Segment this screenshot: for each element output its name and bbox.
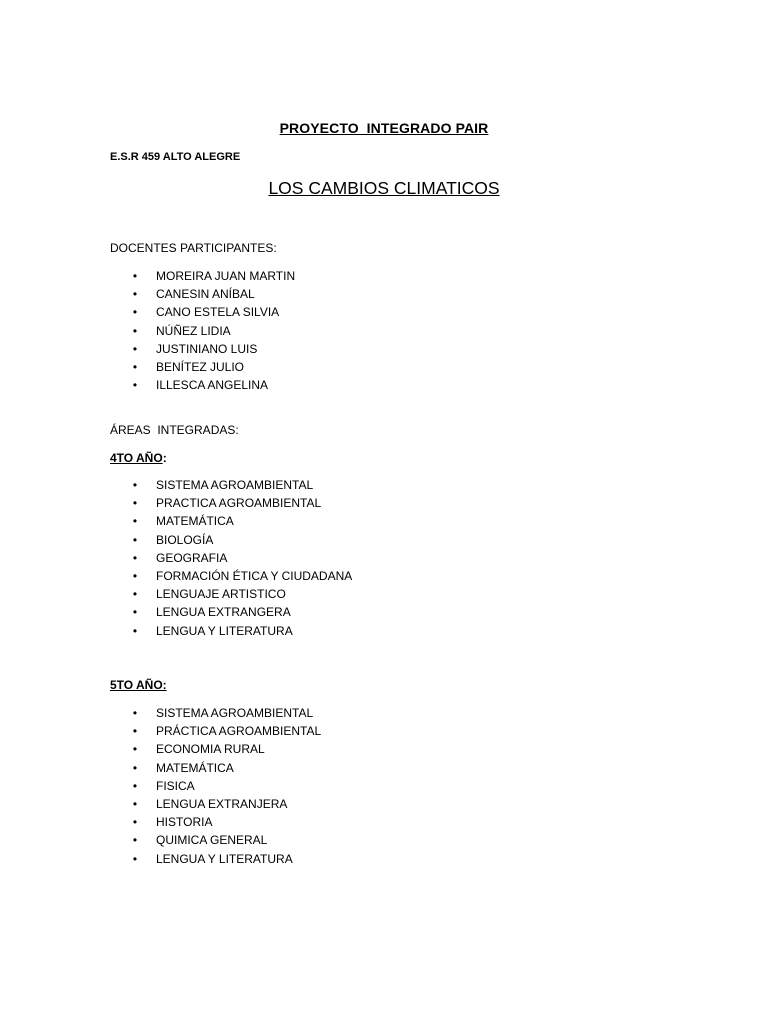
list-item-text: CANO ESTELA SILVIA (156, 305, 280, 320)
list-item-text: HISTORIA (156, 815, 213, 830)
list-item-text: BIOLOGÍA (156, 532, 214, 547)
list-item-text: SISTEMA AGROAMBIENTAL (156, 478, 314, 492)
list-item-text: GEOGRAFIA (156, 550, 228, 565)
list-item-text: FISICA (156, 778, 195, 793)
bullet-icon: • (132, 287, 138, 302)
bullet-icon: • (132, 514, 138, 529)
bullet-icon: • (132, 378, 138, 393)
document-title: PROYECTO INTEGRADO PAIR (279, 120, 489, 136)
bullet-icon: • (132, 568, 138, 583)
year4-heading (110, 451, 167, 465)
bullet-icon: • (132, 724, 138, 739)
bullet-icon: • (132, 532, 138, 547)
list-item-text: NÚÑEZ LIDIA (156, 323, 231, 338)
bullet-icon: • (132, 587, 138, 602)
document-subtitle: LOS CAMBIOS CLIMATICOS (268, 178, 500, 198)
list-item-text: CANESIN ANÍBAL (156, 287, 255, 302)
bullet-icon: • (132, 605, 138, 620)
bullet-icon: • (132, 269, 138, 283)
list-item-text: BENÍTEZ JULIO (156, 359, 245, 374)
bullet-icon: • (132, 323, 138, 338)
list-item-text: LENGUA Y LITERATURA (156, 851, 293, 866)
bullet-icon: • (132, 706, 138, 720)
list-item-text: PRÁCTICA AGROAMBIENTAL (156, 724, 322, 739)
bullet-icon: • (132, 341, 138, 356)
list-item-text: MATEMÁTICA (156, 760, 234, 775)
list-item-text: FORMACIÓN ÉTICA Y CIUDADANA (156, 568, 353, 583)
list-item-text: SISTEMA AGROAMBIENTAL (156, 706, 314, 720)
bullet-icon: • (132, 760, 138, 775)
bullet-icon: • (132, 478, 138, 492)
list-item-text: ECONOMIA RURAL (156, 742, 265, 757)
bullet-icon: • (132, 359, 138, 374)
list-item-text: MATEMÁTICA (156, 514, 234, 529)
year5-label: 5TO AÑO: (110, 678, 167, 692)
bullet-icon: • (132, 550, 138, 565)
year5-heading (110, 678, 167, 692)
bullet-icon: • (132, 833, 138, 848)
bullet-icon: • (132, 742, 138, 757)
bullet-icon: • (132, 305, 138, 320)
bullet-icon: • (132, 496, 138, 511)
list-item-text: LENGUA EXTRANGERA (156, 605, 291, 620)
bullet-icon: • (132, 623, 138, 638)
list-item-text: LENGUA Y LITERATURA (156, 623, 293, 638)
areas-heading: ÁREAS INTEGRADAS: (110, 423, 239, 437)
bullet-icon: • (132, 815, 138, 830)
list-item-text: ILLESCA ANGELINA (156, 378, 269, 393)
bullet-icon: • (132, 851, 138, 866)
year4-label-colon: : (162, 451, 167, 465)
list-item-text: MOREIRA JUAN MARTIN (156, 269, 296, 283)
teachers-heading: DOCENTES PARTICIPANTES: (110, 241, 277, 255)
list-item-text: LENGUAJE ARTISTICO (156, 587, 286, 602)
year4-label: 4TO AÑO (110, 451, 163, 465)
list-item-text: QUIMICA GENERAL (156, 833, 268, 848)
list-item-text: LENGUA EXTRANJERA (156, 796, 288, 811)
bullet-icon: • (132, 796, 138, 811)
list-item-text: PRACTICA AGROAMBIENTAL (156, 496, 322, 511)
bullet-icon: • (132, 778, 138, 793)
list-item-text: JUSTINIANO LUIS (156, 341, 258, 356)
school-name: E.S.R 459 ALTO ALEGRE (110, 151, 241, 163)
